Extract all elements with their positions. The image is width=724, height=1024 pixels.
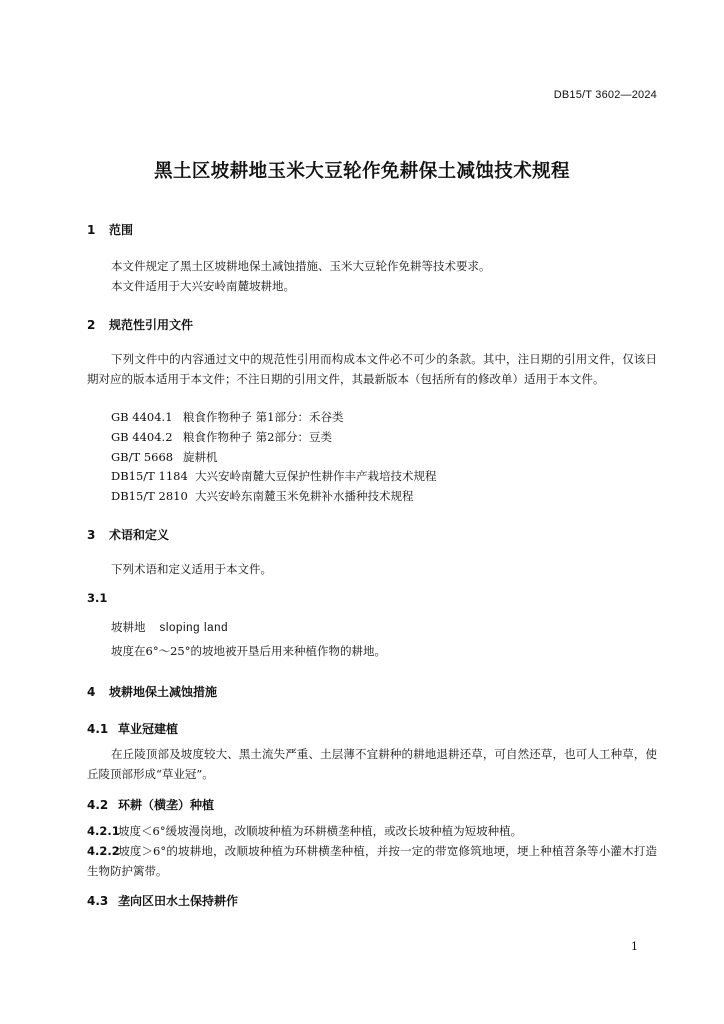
reference-item xyxy=(111,449,218,465)
reference-title: 大兴安岭东南麓玉米免耕补水播种技术规程 xyxy=(195,489,414,503)
term-english: sloping land xyxy=(159,622,229,634)
section-2-number: 2 xyxy=(87,318,96,332)
section-4-number: 4 xyxy=(87,685,96,699)
term-chinese: 坡耕地 xyxy=(111,620,146,634)
section-2-title: 规范性引用文件 xyxy=(109,318,194,332)
clause-4-2-1-number: 4.2.1 xyxy=(87,824,120,838)
section-3-intro: 下列术语和定义适用于本文件。 xyxy=(111,562,272,576)
document-code: DB15/T 3602—2024 xyxy=(553,89,657,101)
section-4-heading xyxy=(87,683,217,700)
clause-4-2-2-text: 坡度＞6°的坡耕地，改顺坡种植为环耕横垄种植，并按一定的带宽修筑地埂，埂上种植苕条等小灌木打造生物防护篱带。 xyxy=(87,844,657,878)
section-2-heading xyxy=(87,316,193,333)
document-title: 黑土区坡耕地玉米大豆轮作免耕保土减蚀技术规程 xyxy=(154,161,570,182)
section-4-2-number: 4.2 xyxy=(87,798,109,812)
section-4-1-title: 草业冠建植 xyxy=(118,722,179,736)
clause-4-2-1 xyxy=(87,821,522,841)
reference-code: DB15/T 1184 xyxy=(111,469,188,483)
section-1-number: 1 xyxy=(87,223,96,237)
reference-code: GB 4404.2 xyxy=(111,430,173,444)
section-4-3-number: 4.3 xyxy=(87,894,109,908)
section-1-title: 范围 xyxy=(109,223,134,237)
reference-title: 粮食作物种子 第1部分：禾谷类 xyxy=(183,410,344,424)
reference-item xyxy=(111,429,332,445)
section-4-1-text: 在丘陵顶部及坡度较大、黑土流失严重、土层薄不宜耕种的耕地退耕还草，可自然还草，也可人工种草，使丘陵顶部形成“草业冠”。 xyxy=(87,747,657,781)
reference-item xyxy=(111,468,437,484)
page-number: 1 xyxy=(631,940,638,953)
clause-4-2-2 xyxy=(87,841,657,881)
reference-code: GB 4404.1 xyxy=(111,410,173,424)
term-number: 3.1 xyxy=(87,591,108,605)
section-2-intro: 下列文件中的内容通过文中的规范性引用而构成本文件必不可少的条款。其中，注日期的引用文件，仅该日期对应的版本适用于本文件；不注日期的引用文件，其最新版本（包括所有的修改单）适用于本文件。 xyxy=(87,352,657,386)
section-4-title: 坡耕地保土减蚀措施 xyxy=(109,685,218,699)
section-4-3-title: 垄向区田水土保持耕作 xyxy=(118,894,239,908)
section-3-heading xyxy=(87,526,169,543)
section-4-3-heading xyxy=(87,892,238,909)
section-4-1-heading xyxy=(87,720,178,737)
section-3-number: 3 xyxy=(87,528,96,542)
section-4-2-title: 环耕（横垄）种植 xyxy=(118,798,215,812)
reference-title: 粮食作物种子 第2部分：豆类 xyxy=(183,430,332,444)
section-1-heading xyxy=(87,221,133,238)
reference-code: DB15/T 2810 xyxy=(111,489,188,503)
section-4-2-heading xyxy=(87,796,214,813)
reference-code: GB/T 5668 xyxy=(111,450,174,464)
clause-4-2-1-text: 坡度＜6°缓坡漫岗地，改顺坡种植为环耕横垄种植，或改长坡种植为短坡种植。 xyxy=(118,824,523,838)
term-definition: 坡度在6°～25°的坡地被开垦后用来种植作物的耕地。 xyxy=(111,644,386,658)
reference-item xyxy=(111,488,414,504)
reference-item xyxy=(111,409,343,425)
reference-title: 大兴安岭南麓大豆保护性耕作丰产栽培技术规程 xyxy=(195,469,437,483)
section-3-title: 术语和定义 xyxy=(109,528,170,542)
reference-title: 旋耕机 xyxy=(183,450,218,464)
section-4-1-number: 4.1 xyxy=(87,722,109,736)
term-entry xyxy=(111,617,228,638)
section-1-line-1: 本文件规定了黑土区坡耕地保土减蚀措施、玉米大豆轮作免耕等技术要求。 xyxy=(111,259,491,273)
section-1-line-2: 本文件适用于大兴安岭南麓坡耕地。 xyxy=(111,279,295,293)
clause-4-2-2-number: 4.2.2 xyxy=(87,844,120,858)
